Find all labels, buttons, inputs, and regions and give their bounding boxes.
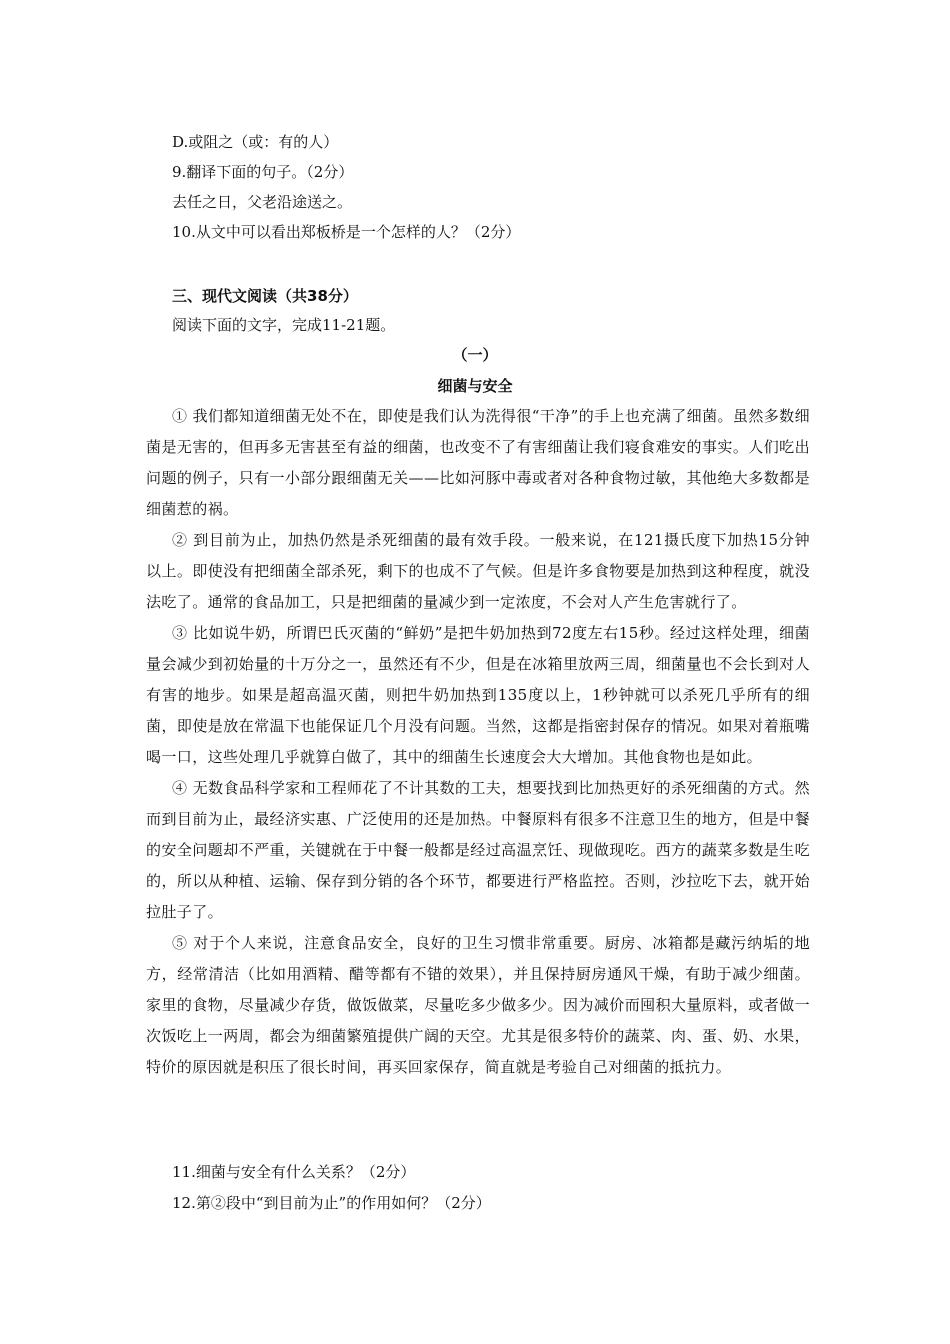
passage-body — [146, 401, 810, 1083]
section-title: 三、现代文阅读（共38分） — [172, 287, 358, 305]
question-11: 11.细菌与安全有什么关系？（2分） — [172, 1163, 416, 1181]
question-10: 10.从文中可以看出郑板桥是一个怎样的人？（2分） — [172, 223, 521, 241]
passage-title: 细菌与安全 — [437, 377, 513, 395]
paragraph-5: ⑤ 对于个人来说，注意食品安全，良好的卫生习惯非常重要。厨房、冰箱都是藏污纳垢的地方，经常清洁（比如用酒精、醋等都有不错的效果），并且保持厨房通风干燥，有助于减少细菌。家里的食物，尽量减少存货，做饭做菜，尽量吃多少做多少。因为减价而囤积大量原料，或者做一次饭吃上一两周，都会为细菌繁殖提供广阔的天空。尤其是很多特价的蔬菜、肉、蛋、奶、水果，特价的原因就是积压了很长时间，再买回家保存，简直就是考验自己对细菌的抵抗力。 — [146, 934, 810, 1076]
paragraph-2: ② 到目前为止，加热仍然是杀死细菌的最有效手段。一般来说，在121摄氏度下加热15分钟以上。即使没有把细菌全部杀死，剩下的也成不了气候。但是许多食物要是加热到这种程度，就没法吃了。通常的食品加工，只是把细菌的量减少到一定浓度，不会对人产生危害就行了。 — [146, 531, 810, 611]
passage-part: （一） — [452, 346, 498, 364]
section-instruction: 阅读下面的文字，完成11-21题。 — [172, 316, 396, 334]
question-12: 12.第②段中“到目前为止”的作用如何？（2分） — [172, 1194, 491, 1212]
option-d: D.或阻之（或：有的人） — [172, 133, 339, 151]
question-9: 9.翻译下面的句子。（2分） — [172, 163, 354, 181]
translate-sentence: 去任之日，父老沿途送之。 — [172, 193, 353, 211]
paragraph-4: ④ 无数食品科学家和工程师花了不计其数的工夫，想要找到比加热更好的杀死细菌的方式。然而到目前为止，最经济实惠、广泛使用的还是加热。中餐原料有很多不注意卫生的地方，但是中餐的安全问题却不严重，关键就在于中餐一般都是经过高温烹饪、现做现吃。西方的蔬菜多数是生吃的，所以从种植、运输、保存到分销的各个环节，都要进行严格监控。否则，沙拉吃下去，就开始拉肚子了。 — [146, 779, 810, 921]
paragraph-3: ③ 比如说牛奶，所谓巴氏灭菌的“鲜奶”是把牛奶加热到72度左右15秒。经过这样处理，细菌量会减少到初始量的十万分之一，虽然还有不少，但是在冰箱里放两三周，细菌量也不会长到对人有害的地步。如果是超高温灭菌，则把牛奶加热到135度以上，1秒钟就可以杀死几乎所有的细菌，即使是放在常温下也能保证几个月没有问题。当然，这都是指密封保存的情况。如果对着瓶嘴喝一口，这些处理几乎就算白做了，其中的细菌生长速度会大大增加。其他食物也是如此。 — [146, 624, 810, 766]
paragraph-1: ① 我们都知道细菌无处不在，即使是我们认为洗得很“干净”的手上也充满了细菌。虽然多数细菌是无害的，但再多无害甚至有益的细菌，也改变不了有害细菌让我们寝食难安的事实。人们吃出问题的例子，只有一小部分跟细菌无关——比如河豚中毒或者对各种食物过敏，其他绝大多数都是细菌惹的祸。 — [146, 407, 810, 518]
